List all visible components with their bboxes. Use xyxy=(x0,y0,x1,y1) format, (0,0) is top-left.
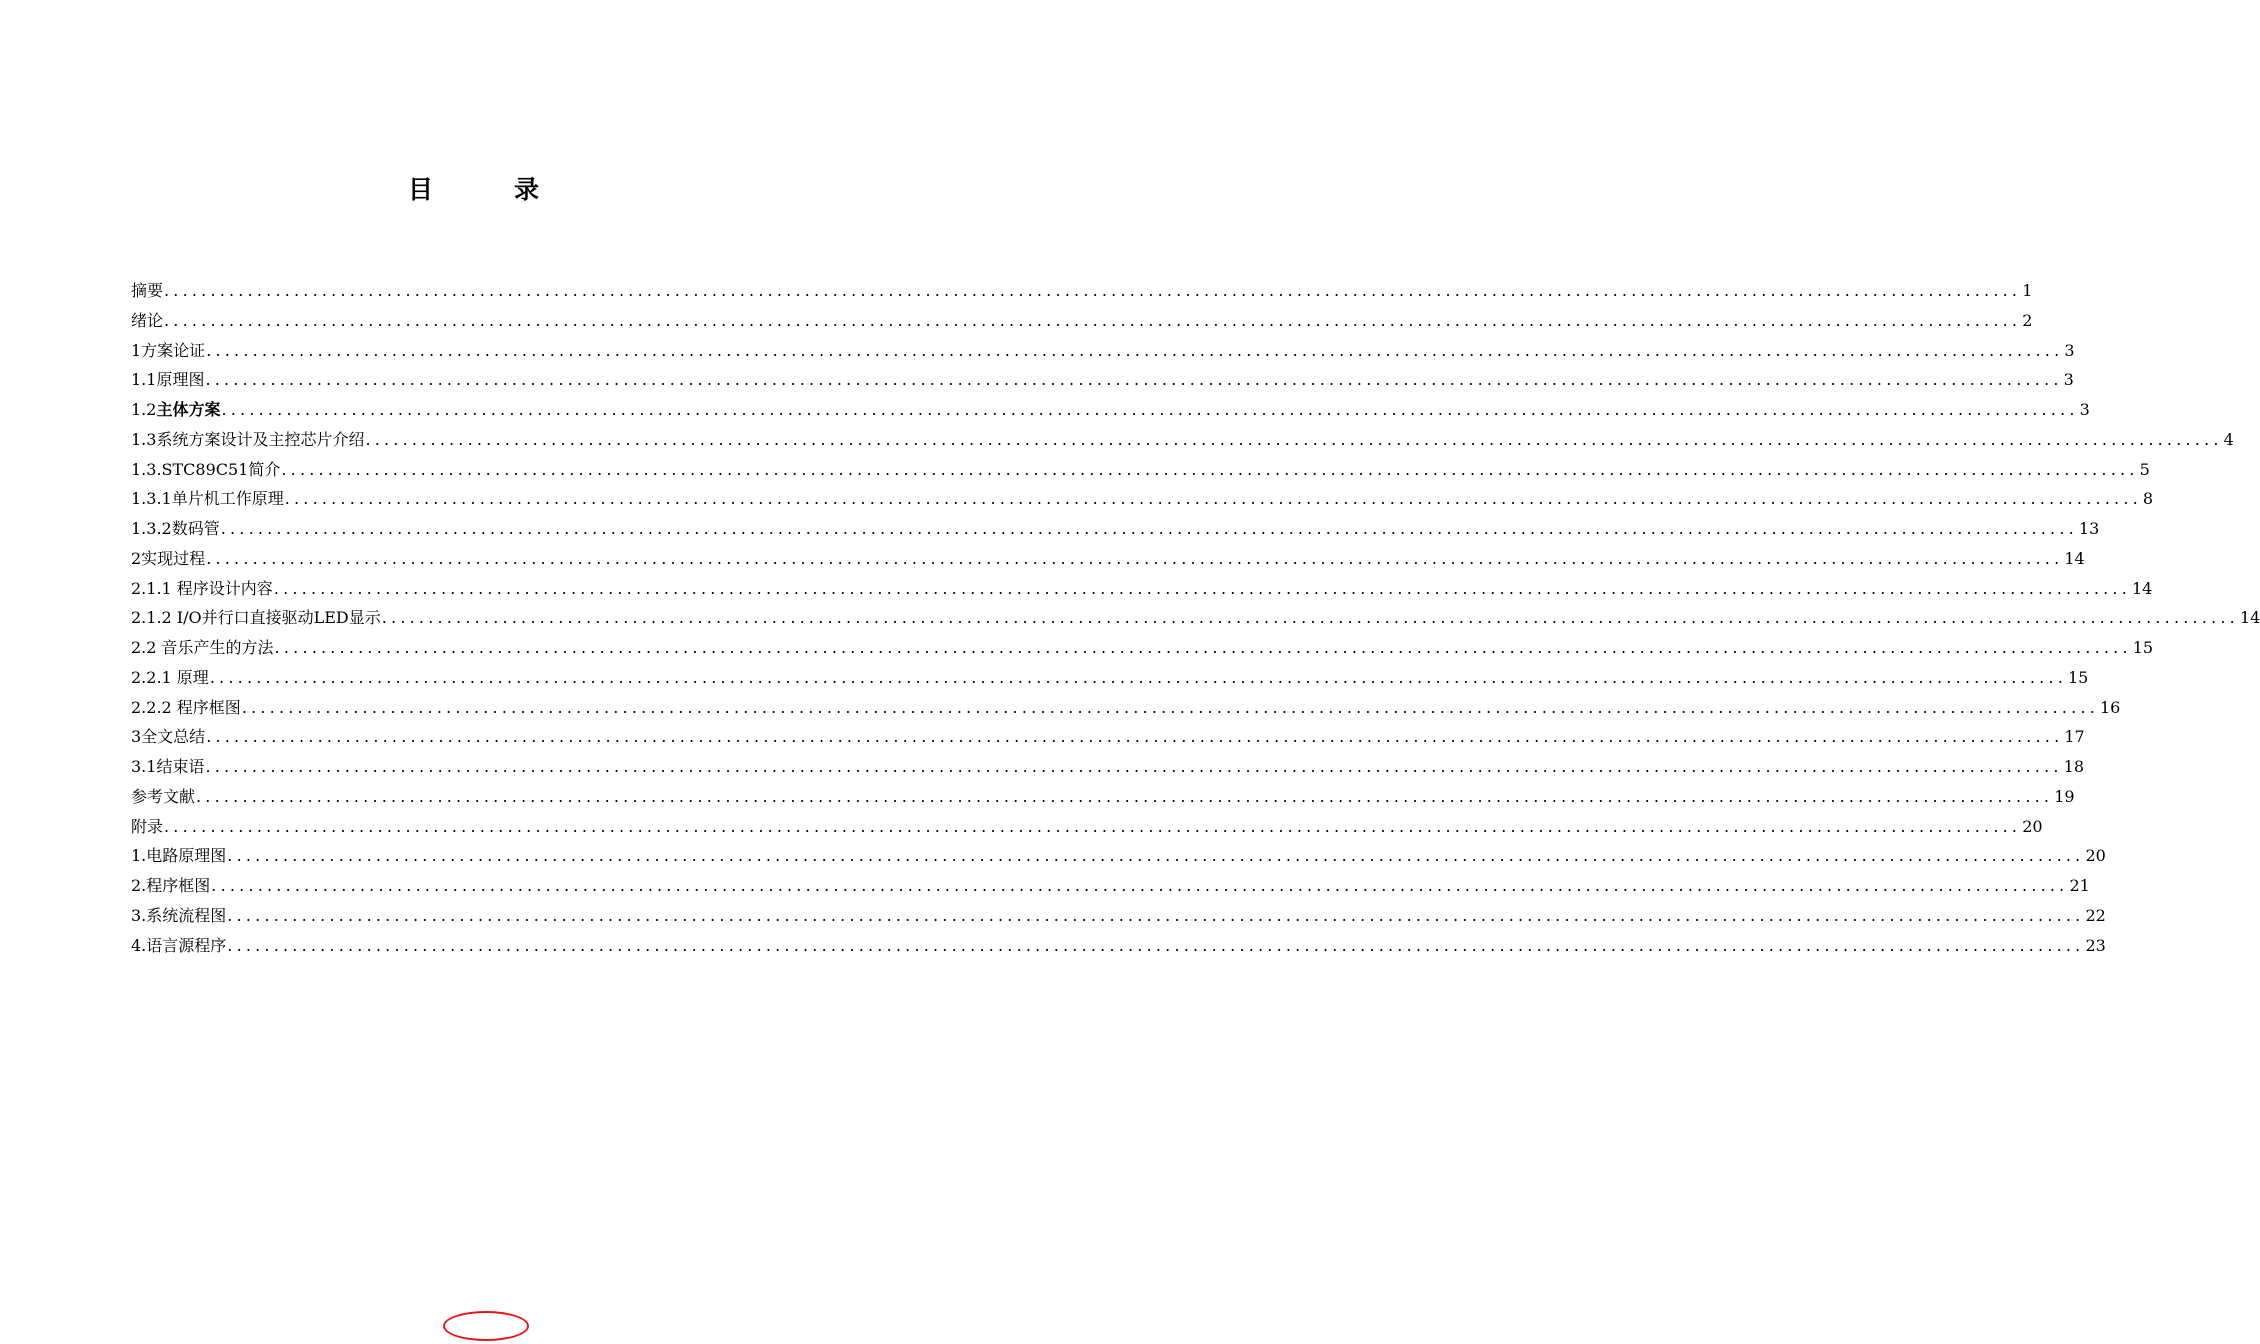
toc-entry-text: 2.2.2 程序框图 xyxy=(131,697,241,717)
toc-entry-number: 1.2 xyxy=(131,400,157,419)
toc-entry-label xyxy=(131,425,364,455)
toc-leader-dots: ........................................................................................................................................................................................................ xyxy=(227,935,2085,955)
toc-entry[interactable] xyxy=(131,574,2153,604)
toc-entry-text: 1.3.1单片机工作原理 xyxy=(131,489,284,509)
toc-entry-label xyxy=(131,514,220,544)
toc-entry-label xyxy=(131,722,205,752)
toc-entry-label xyxy=(131,782,195,812)
toc-page-number: 15 xyxy=(2068,667,2089,687)
toc-entry[interactable] xyxy=(131,812,2043,842)
toc-leader-dots: ........................................................................................................................................................................................................ xyxy=(206,548,2064,568)
toc-entry-text: 2.2.1 原理 xyxy=(131,667,209,687)
table-of-contents xyxy=(131,276,2260,960)
toc-entry-label xyxy=(131,812,163,842)
toc-page-number: 3 xyxy=(2064,340,2075,360)
toc-entry[interactable] xyxy=(131,901,2106,931)
toc-entry[interactable] xyxy=(131,722,2085,752)
toc-entry-text: 摘要 xyxy=(131,281,164,300)
toc-leader-dots: ........................................................................................................................................................................................................ xyxy=(205,370,2063,390)
toc-entry-label xyxy=(131,544,205,574)
toc-entry-label xyxy=(131,484,284,514)
toc-page-number: 21 xyxy=(2069,876,2090,895)
toc-leader-dots: ........................................................................................................................................................................................................ xyxy=(164,310,2022,330)
toc-entry-label xyxy=(131,663,209,693)
toc-leader-dots: ........................................................................................................................................................................................................ xyxy=(221,400,2079,419)
toc-entry-text: 2.程序框图 xyxy=(131,876,211,895)
toc-entry-text: 1.3.STC89C51简介 xyxy=(131,459,281,479)
toc-entry[interactable] xyxy=(131,544,2085,574)
toc-entry-label xyxy=(131,603,381,633)
toc-leader-dots: ........................................................................................................................................................................................................ xyxy=(196,786,2054,806)
toc-entry[interactable] xyxy=(131,425,2234,455)
toc-entry[interactable] xyxy=(131,603,2260,633)
toc-entry-text: 参考文献 xyxy=(131,786,196,806)
toc-page-number: 22 xyxy=(2085,905,2106,925)
toc-entry-label xyxy=(131,871,210,901)
toc-leader-dots: ........................................................................................................................................................................................................ xyxy=(274,638,2132,657)
toc-entry-text: 1.3.2数码管 xyxy=(131,519,220,538)
toc-entry[interactable] xyxy=(131,455,2150,485)
toc-entry-text: 2.2 音乐产生的方法 xyxy=(131,638,274,657)
toc-leader-dots: ........................................................................................................................................................................................................ xyxy=(281,459,2139,479)
toc-entry[interactable] xyxy=(131,276,2033,306)
toc-page-number: 15 xyxy=(2132,638,2154,657)
toc-page-number: 19 xyxy=(2054,786,2075,806)
toc-entry-label xyxy=(131,395,220,425)
toc-entry-label xyxy=(131,841,226,871)
toc-leader-dots: ........................................................................................................................................................................................................ xyxy=(164,816,2022,836)
toc-leader-dots: ........................................................................................................................................................................................................ xyxy=(205,757,2063,776)
toc-entry-text: 3.1结束语 xyxy=(131,757,205,776)
page-number-oval-mark xyxy=(443,1311,529,1341)
toc-entry[interactable] xyxy=(131,336,2075,366)
toc-entry[interactable] xyxy=(131,365,2074,395)
toc-entry-text: 3全文总结 xyxy=(131,727,206,747)
toc-page-number: 3 xyxy=(2079,400,2090,419)
toc-entry[interactable] xyxy=(131,931,2106,961)
toc-leader-dots: ........................................................................................................................................................................................................ xyxy=(227,846,2085,866)
toc-entry[interactable] xyxy=(131,633,2154,663)
toc-entry-text: 2实现过程 xyxy=(131,548,206,568)
toc-entry-label xyxy=(131,574,273,604)
toc-entry-text: 1.3系统方案设计及主控芯片介绍 xyxy=(131,429,365,449)
toc-leader-dots: ........................................................................................................................................................................................................ xyxy=(206,340,2064,360)
toc-page-number: 20 xyxy=(2085,846,2106,866)
toc-page-number: 3 xyxy=(2063,370,2074,390)
toc-entry-text: 2.1.1 程序设计内容 xyxy=(131,578,273,598)
toc-leader-dots: ........................................................................................................................................................................................................ xyxy=(220,519,2078,538)
toc-page-number: 2 xyxy=(2022,310,2033,330)
toc-entry-text: 绪论 xyxy=(131,310,164,330)
toc-page-number: 13 xyxy=(2078,519,2100,538)
toc-leader-dots: ........................................................................................................................................................................................................ xyxy=(227,905,2085,925)
toc-page-number: 17 xyxy=(2064,727,2085,747)
toc-leader-dots: ........................................................................................................................................................................................................ xyxy=(209,667,2067,687)
toc-leader-dots: ........................................................................................................................................................................................................ xyxy=(211,876,2069,895)
toc-page-number: 5 xyxy=(2139,459,2150,479)
toc-entry[interactable] xyxy=(131,871,2090,901)
toc-entry[interactable] xyxy=(131,395,2090,425)
toc-entry-text: 主体方案 xyxy=(156,400,221,419)
toc-entry[interactable] xyxy=(131,693,2121,723)
toc-entry-label xyxy=(131,752,204,782)
toc-leader-dots: ........................................................................................................................................................................................................ xyxy=(273,578,2131,598)
toc-page-number: 20 xyxy=(2022,816,2043,836)
toc-entry-text: 1方案论证 xyxy=(131,340,206,360)
toc-entry-label xyxy=(131,633,274,663)
toc-entry[interactable] xyxy=(131,484,2154,514)
toc-entry[interactable] xyxy=(131,782,2075,812)
toc-entry-text: 2.1.2 I/O并行口直接驱动LED显示 xyxy=(131,608,381,628)
toc-page-number: 14 xyxy=(2239,608,2260,628)
toc-leader-dots: ........................................................................................................................................................................................................ xyxy=(381,608,2239,628)
toc-entry[interactable] xyxy=(131,752,2084,782)
toc-entry-text: 3.系统流程图 xyxy=(131,905,227,925)
toc-page-number: 14 xyxy=(2132,578,2153,598)
toc-entry-text: 1.电路原理图 xyxy=(131,846,227,866)
toc-entry-text: 4.语言源程序 xyxy=(131,935,227,955)
toc-leader-dots: ........................................................................................................................................................................................................ xyxy=(206,727,2064,747)
toc-page-number: 8 xyxy=(2142,489,2154,509)
toc-entry[interactable] xyxy=(131,663,2089,693)
toc-page-number: 16 xyxy=(2100,697,2121,717)
toc-entry[interactable] xyxy=(131,514,2100,544)
page-title: 目 录 xyxy=(407,175,567,204)
toc-page-number: 1 xyxy=(2022,281,2033,300)
toc-leader-dots: ........................................................................................................................................................................................................ xyxy=(284,489,2142,509)
toc-leader-dots: ........................................................................................................................................................................................................ xyxy=(365,429,2223,449)
toc-leader-dots: ........................................................................................................................................................................................................ xyxy=(164,281,2022,300)
toc-page-number: 23 xyxy=(2085,935,2106,955)
toc-entry-label xyxy=(131,276,163,306)
toc-entry[interactable] xyxy=(131,306,2033,336)
toc-entry-label xyxy=(131,336,205,366)
toc-page-number: 18 xyxy=(2063,757,2084,776)
toc-entry-text: 1.1原理图 xyxy=(131,370,205,390)
toc-entry[interactable] xyxy=(131,841,2106,871)
toc-entry-label xyxy=(131,306,163,336)
toc-entry-label xyxy=(131,901,226,931)
toc-entry-label xyxy=(131,365,204,395)
toc-page-number: 4 xyxy=(2223,429,2234,449)
toc-leader-dots: ........................................................................................................................................................................................................ xyxy=(241,697,2099,717)
toc-entry-label xyxy=(131,931,226,961)
toc-entry-label xyxy=(131,455,280,485)
toc-entry-text: 附录 xyxy=(131,816,164,836)
toc-entry-label xyxy=(131,693,241,723)
toc-page-number: 14 xyxy=(2064,548,2085,568)
